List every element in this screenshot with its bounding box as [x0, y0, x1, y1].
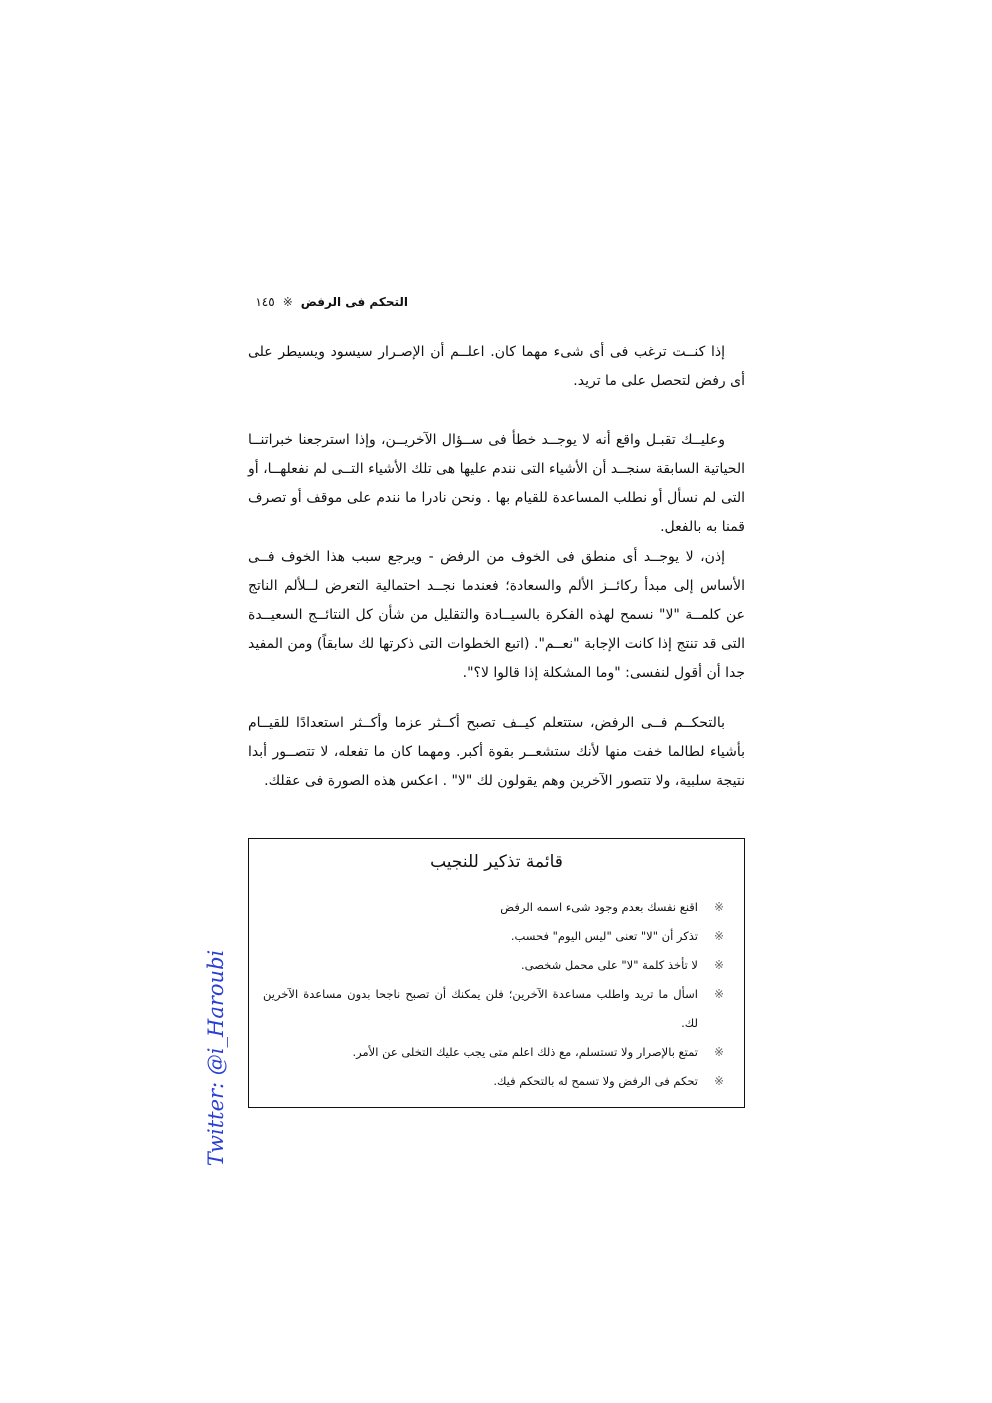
ornament-icon: ※ — [282, 295, 293, 309]
checklist-item — [263, 951, 726, 980]
ornament-bullet-icon: ※ — [713, 1045, 725, 1059]
checklist-item — [263, 1067, 726, 1096]
checklist-item — [263, 1038, 726, 1067]
checklist-item-text: تحكم فى الرفض ولا تسمح له بالتحكم فيك. — [493, 1074, 698, 1088]
ornament-bullet-icon: ※ — [713, 958, 725, 972]
checklist-item-text: اسأل ما تريد واطلب مساعدة الآخرين؛ فلن يمكنك أن تصبح ناجحا بدون مساعدة الآخرين لك. — [263, 987, 698, 1030]
paragraph-text: إذا كنــت ترغب فى أى شىء مهما كان. اعلــم أن الإصـرار سيسود ويسيطر على أى رفض لتحصل على ما تريد. — [248, 344, 745, 389]
checklist-item — [263, 922, 726, 951]
paragraph-1 — [248, 338, 745, 396]
chapter-title: التحكم فى الرفض — [300, 295, 408, 309]
ornament-bullet-icon: ※ — [713, 900, 725, 914]
paragraph-2 — [248, 426, 745, 542]
ornament-bullet-icon: ※ — [713, 1074, 725, 1088]
checklist — [263, 893, 726, 1096]
paragraph-text: بالتحكــم فــى الرفض، ستتعلم كيــف تصبح أكــثر عزما وأكــثر استعدادًا للقيــام بأشياء لطالما خفت منها لأنك ستشعــر بقوة أكبر. ومهما كان ما تفعله، لا تتصــور أبدا نتيجة سلبية، ولا تتصور الآخرين وهم يقولون لك "لا" . اعكس هذه الصورة فى عقلك. — [248, 715, 745, 789]
reminder-checklist-box — [248, 838, 745, 1108]
checklist-title: قائمة تذكير للنجيب — [430, 852, 563, 872]
checklist-item-text: تذكر أن "لا" تعنى "ليس اليوم" فحسب. — [510, 929, 698, 943]
twitter-watermark: Twitter: @i_Haroubi — [204, 949, 228, 1167]
paragraph-4 — [248, 709, 745, 796]
ornament-bullet-icon: ※ — [713, 929, 725, 943]
paragraph-3 — [248, 543, 745, 688]
page-number: ١٤٥ — [255, 295, 275, 309]
paragraph-text: وعليــك تقبـل واقع أنه لا يوجــد خطأ فى ســؤال الآخريــن، وإذا استرجعنا خبراتنــا الحياتية السابقة سنجــد أن الأشياء التى نندم عليها هى تلك الأشياء التــى لم نفعلهــا، أو التى لم نسأل أو نطلب المساعدة للقيام بها . ونحن نادرا ما نندم على موقف أو تصرف قمنا به بالفعل. — [248, 432, 745, 535]
checklist-item — [263, 980, 726, 1038]
checklist-item-text: اقنع نفسك بعدم وجود شىء اسمه الرفض — [500, 900, 698, 914]
paragraph-text: إذن، لا يوجــد أى منطق فى الخوف من الرفض - ويرجع سبب هذا الخوف فــى الأساس إلى مبدأ ركائــز الألم والسعادة؛ فعندما نجــد احتمالية التعرض لــلألم الناتج عن كلمــة "لا" نسمح لهذه الفكرة بالسيــادة والتقليل من شأن كل النتائــج السعيــدة التى قد تنتج إذا كانت الإجابة "نعــم". (اتبع الخطوات التى ذكرتها لك سابقاً) ومن المفيد جدا أن أقول لنفسى: "وما المشكلة إذا قالوا لا؟". — [248, 549, 745, 681]
checklist-item — [263, 893, 726, 922]
running-header — [248, 292, 408, 312]
ornament-bullet-icon: ※ — [713, 987, 725, 1001]
checklist-item-text: لا تأخذ كلمة "لا" على محمل شخصى. — [520, 958, 698, 972]
checklist-item-text: تمتع بالإصرار ولا تستسلم، مع ذلك اعلم متى يجب عليك التخلى عن الأمر. — [352, 1045, 698, 1059]
